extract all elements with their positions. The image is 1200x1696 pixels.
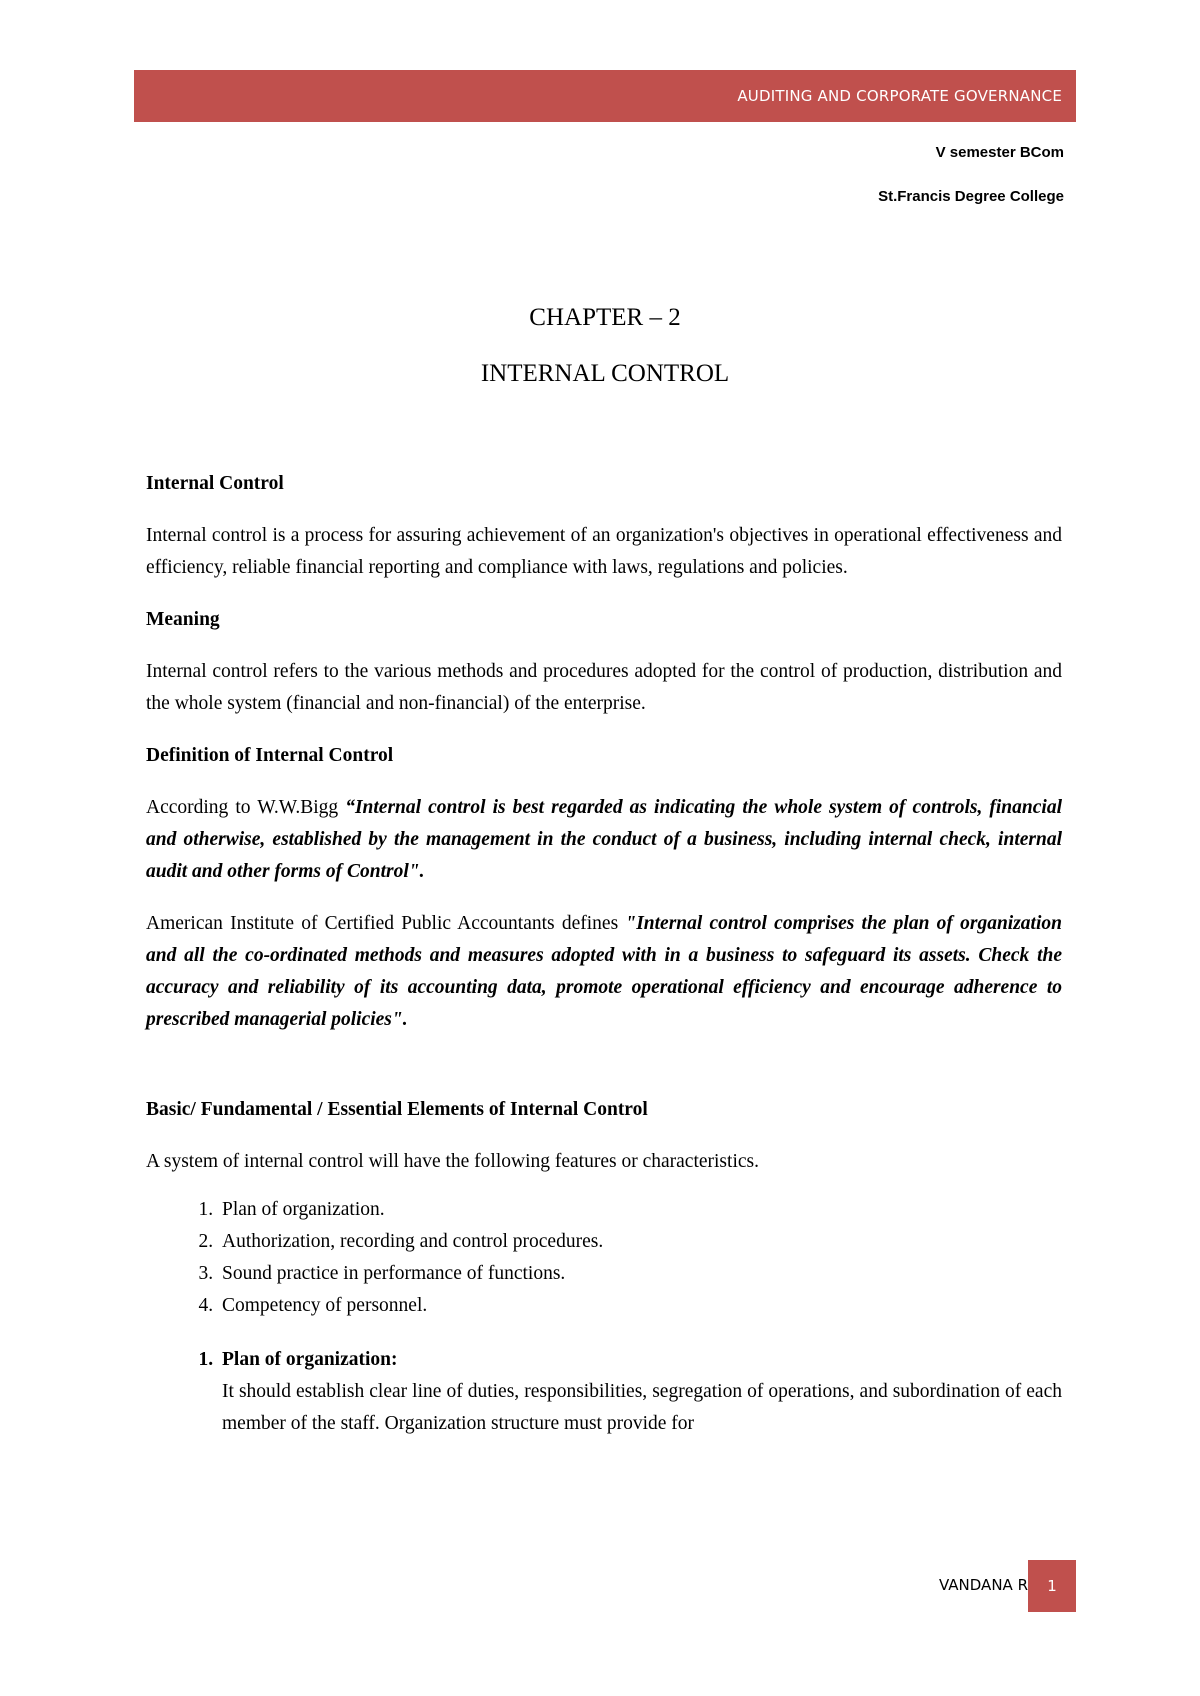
- list-item: 2. Authorization, recording and control procedures.: [218, 1226, 1062, 1258]
- header-bar: [134, 70, 1076, 122]
- main-content: [146, 468, 1062, 1440]
- list-item: 1. Plan of organization.: [218, 1194, 1062, 1226]
- section-heading-elements: Basic/ Fundamental / Essential Elements of Internal Control: [146, 1099, 648, 1120]
- elements-intro: A system of internal control will have the following features or characteristics.: [146, 1151, 759, 1172]
- aicpa-intro: American Institute of Certified Public Accountants defines: [146, 913, 626, 934]
- chapter-number: CHAPTER – 2: [529, 304, 681, 331]
- section-heading-definition: Definition of Internal Control: [146, 745, 394, 766]
- footer-author: VANDANA R: [938, 1576, 1028, 1594]
- list-item: 4. Competency of personnel.: [218, 1290, 1062, 1322]
- detail-item-plan: [218, 1344, 1062, 1440]
- plan-text: It should establish clear line of duties, responsibilities, segregation of operations, and subordination of each member of the staff. Organization structure must provide for: [222, 1381, 1062, 1434]
- aicpa-quote: "Internal control comprises the plan of organization and all the co-ordinated methods and measures adopted with in a business to safeguard its assets. Check the accuracy and reliability of its accounting data, promote operational efficiency and encourage adherence to prescribed managerial policies".: [146, 913, 1062, 1030]
- internal-control-paragraph: Internal control is a process for assuring achievement of an organization's objectives in operational effectiveness and efficiency, reliable financial reporting and compliance with laws, regulations and policies.: [146, 525, 1062, 578]
- elements-list: [146, 1194, 1062, 1322]
- chapter-title: INTERNAL CONTROL: [480, 360, 730, 387]
- bigg-intro: According to W.W.Bigg: [146, 797, 346, 818]
- plan-heading: Plan of organization:: [222, 1349, 398, 1370]
- bigg-quote: “Internal control is best regarded as indicating the whole system of controls, financial and otherwise, established by the management in the conduct of a business, including internal check, internal audit and other forms of Control".: [146, 797, 1062, 882]
- elements-detail-list: [146, 1344, 1062, 1440]
- college-line: St.Francis Degree College: [878, 188, 1064, 205]
- header-title: AUDITING AND CORPORATE GOVERNANCE: [737, 87, 1062, 105]
- page-number: 1: [1047, 1577, 1057, 1595]
- aicpa-definition-paragraph: [146, 908, 1062, 1036]
- section-heading-internal-control: Internal Control: [146, 473, 284, 494]
- bigg-definition-paragraph: [146, 792, 1062, 888]
- list-item: 3. Sound practice in performance of functions.: [218, 1258, 1062, 1290]
- semester-line: V semester BCom: [935, 144, 1064, 161]
- section-heading-meaning: Meaning: [146, 609, 220, 630]
- page-number-box: [1028, 1560, 1076, 1612]
- meaning-paragraph: Internal control refers to the various methods and procedures adopted for the control of production, distribution and the whole system (financial and non-financial) of the enterprise.: [146, 661, 1062, 714]
